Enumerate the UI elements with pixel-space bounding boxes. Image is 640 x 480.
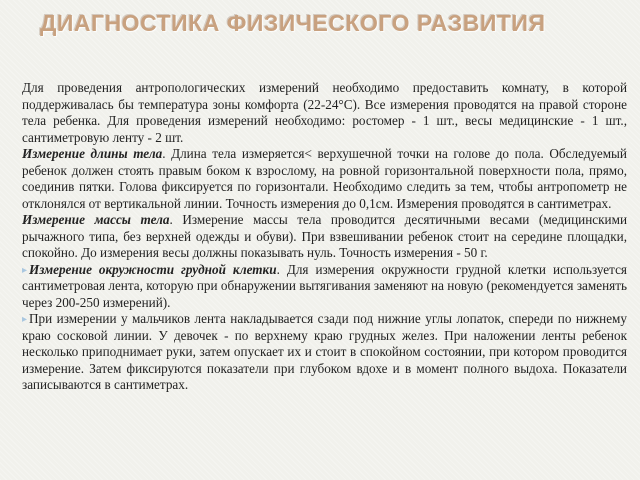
section-text-chest: . Для измерения окружности грудной клетки используется сантиметровая лента, которую при обнаружении вытягивания заменяют на новую (рекомендуется заменять через 200-250 измерений). (22, 261, 627, 310)
section-term-chest: Измерение окружности грудной клетки (29, 261, 277, 277)
intro-paragraph: Для проведения антропологических измерений необходимо предоставить комнату, в которой поддерживалась бы температура зоны комфорта (22-24°С). Все измерения проводятся на правой стороне тела ребенка. Для проведения измерений необходимо: ростомер - 1 шт., весы медицинские - 1 шт., сантиметровую ленту - 2 шт. (22, 80, 627, 145)
section-text-body-mass: . Измерение массы тела проводится десятичными весами (медицинскими рычажного типа, без верхней одежды и обуви). При взвешивании ребенок стоит на середине площадки, спокойно. До измерения весы должны показывать нуль. Точность измерения - 50 г. (22, 212, 627, 260)
section-term-body-length: Измерение длины тела (22, 146, 163, 161)
final-paragraph-text: При измерении у мальчиков лента накладывается сзади под нижние углы лопаток, спереди по нижнему краю сосковой линии. У девочек - по верхнему краю грудных желез. При наложении ленты ребенок несколько приподнимает руки, затем опускает их и стоит в спокойном состоянии, при котором проводится измерение. Затем фиксируются показатели при глубоком вдохе и в момент полного выдоха. Показатели записываются в сантиметрах. (22, 311, 627, 392)
final-paragraph (22, 311, 627, 394)
section-chest-circumference (22, 262, 627, 312)
arrow-bullet-icon: ▸ (22, 314, 28, 325)
slide-body (22, 80, 627, 394)
slide-title: ДИАГНОСТИКА ФИЗИЧЕСКОГО РАЗВИТИЯ (40, 10, 546, 36)
section-term-body-mass: Измерение массы тела (22, 212, 170, 227)
section-text-body-length: . Длина тела измеряется< верхушечной точки на голове до пола. Обследуемый ребенок должен стоять правым боком к взрослому, на ровной горизонтальной поверхности пола, прямо, соединив пятки. Голова фиксируется по горизонтали. Необходимо следить за тем, чтобы антропометр не отклонялся от вертикальной линии. Точность измерения до 0,1см. Измерения проводятся в сантиметрах. (22, 146, 627, 211)
section-body-length (22, 146, 627, 212)
arrow-bullet-icon: ▸ (22, 264, 28, 276)
section-body-mass (22, 212, 627, 262)
